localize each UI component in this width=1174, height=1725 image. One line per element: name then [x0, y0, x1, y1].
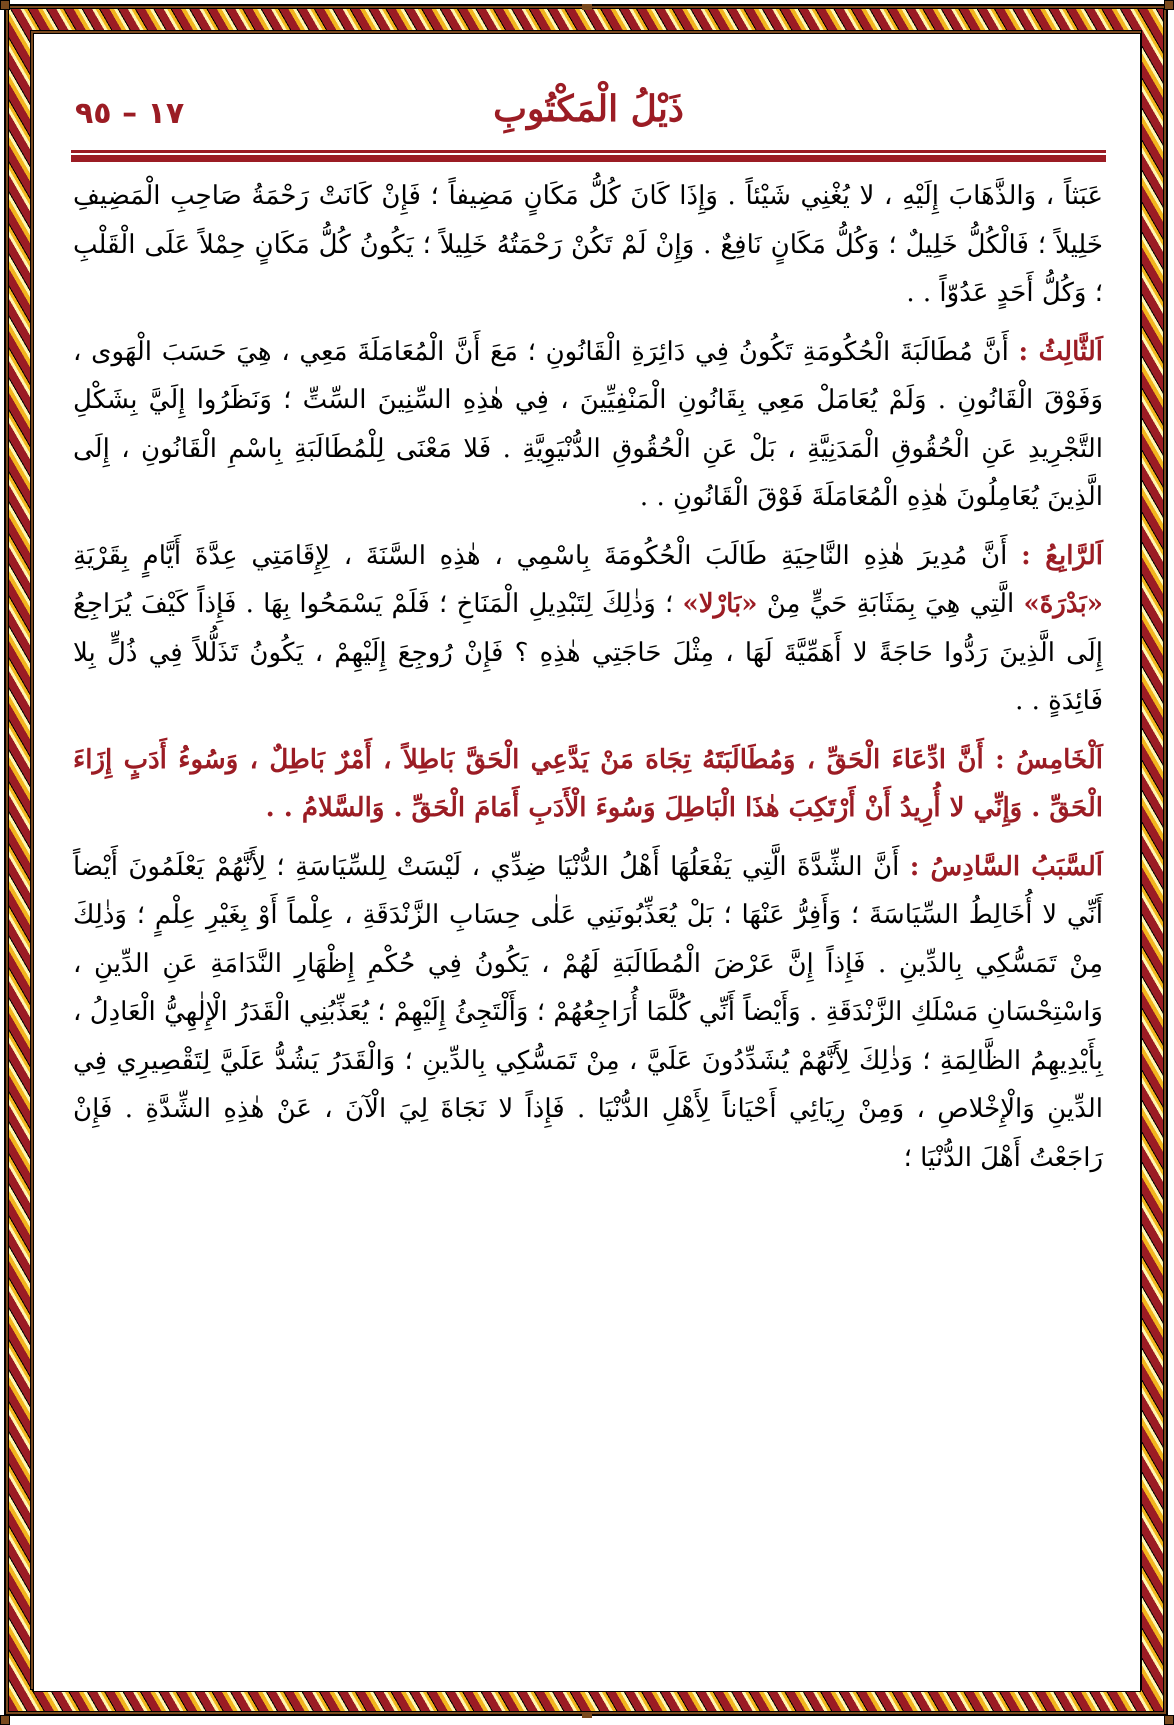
paragraph-third	[73, 328, 1103, 522]
paragraph-heading: اَلسَّبَبُ السَّادِسُ :	[909, 851, 1104, 882]
border-corner-ornament	[0, 1715, 10, 1725]
paragraph-fourth	[73, 532, 1103, 726]
border-top-center-ornament	[582, 4, 592, 10]
paragraph-text: الَّتِي هِيَ بِمَثَابَةِ حَيٍّ مِنْ	[757, 589, 1024, 619]
page-header	[71, 88, 1106, 146]
paragraph-text: ؛ وَذٰلِكَ لِتَبْدِيلِ الْمَنَاخِ ؛ فَلَمْ يَسْمَحُوا بِهَا . فَإِذاً كَيْفَ يُرَاجِعُ إِلَى الَّذِينَ رَدُّوا حَاجَةً لا أَهَمِّيَّةَ لَهَا ، مِثْلَ حَاجَتِي هٰذِهِ ؟ فَإِنْ رُوجِعَ إِلَيْهِمْ ، يَكُونُ تَذَلُّلاً فِي ذُلٍّ بِلا فَائِدَةٍ . .	[73, 589, 1103, 716]
border-corner-ornament	[1164, 1715, 1174, 1725]
paragraph-text: عَبَثاً ، وَالذَّهَابَ إِلَيْهِ ، لا يُغْنِي شَيْئاً . وَإِذَا كَانَ كُلُّ مَكَانٍ مَضِيفاً ؛ فَإِنْ كَانَتْ رَحْمَةُ صَاحِبِ الْمَضِيفِ خَلِيلاً ؛ فَالْكُلُّ خَلِيلٌ ؛ وَكُلُّ مَكَانٍ نَافِعٌ . وَإِنْ لَمْ تَكُنْ رَحْمَتُهُ خَلِيلاً ؛ يَكُونُ كُلُّ مَكَانٍ حِمْلاً عَلَى الْقَلْبِ ؛ وَكُلُّ أَحَدٍ عَدُوّاً . .	[73, 181, 1103, 308]
paragraph-text: أَنَّ الشِّدَّةَ الَّتِي يَفْعَلُهَا أَهْلُ الدُّنْيَا ضِدِّي ، لَيْسَتْ لِلسِّيَاسَةِ ؛ لِأَنَّهُمْ يَعْلَمُونَ أَيْضاً أَنِّي لا أُخَالِطُ السِّيَاسَةَ ؛ وَأَفِرُّ عَنْهَا ؛ بَلْ يُعَذِّبُونَنِي عَلٰى حِسَابِ الزَّنْدَقَةِ ، عِلْماً أَوْ بِغَيْرِ عِلْمٍ ؛ وَذٰلِكَ مِنْ تَمَسُّكِي بِالدِّينِ . فَإِذاً إِنَّ عَرْضَ الْمُطَالَبَةِ لَهُمْ ، يَكُونُ فِي حُكْمِ إِظْهَارِ النَّدَامَةِ عَنِ الدِّينِ ، وَاسْتِحْسَانِ مَسْلَكِ الزَّنْدَقَةِ . وَأَيْضاً أَنِّي كُلَّمَا أُرَاجِعُهُمْ ؛ وَأَلْتَجِئُ إِلَيْهِمْ ؛ يُعَذِّبُنِي الْقَدَرُ الْإِلٰهِيُّ الْعَادِلُ ، بِأَيْدِيهِمُ الظَّالِمَةِ ؛ وَذٰلِكَ لِأَنَّهُمْ يُشَدِّدُونَ عَلَيَّ ، مِنْ تَمَسُّكِي بِالدِّينِ ؛ وَالْقَدَرُ يَشُدُّ عَلَيَّ لِتَقْصِيرِي فِي الدِّينِ وَالْإِخْلاصِ ، وَمِنْ رِيَائِي أَحْيَاناً لِأَهْلِ الدُّنْيَا . فَإِذاً لا نَجَاةَ لِيَ الْآنَ ، عَنْ هٰذِهِ الشِّدَّةِ . فَإِنْ رَاجَعْتُ أَهْلَ الدُّنْيَا ؛	[73, 851, 1103, 1173]
paragraph-text: أَنَّ مُطَالَبَةَ الْحُكُومَةِ تَكُونُ فِي دَائِرَةِ الْقَانُونِ ؛ مَعَ أَنَّ الْمُعَامَلَةَ مَعِي ، هِيَ حَسَبَ الْهَوى ، وَفَوْقَ الْقَانُونِ . وَلَمْ يُعَامَلْ مَعِي بِقَانُونِ الْمَنْفِيِّينَ ، فِي هٰذِهِ السِّنِينَ السِّتِّ ؛ وَنَظَرُوا إِلَيَّ بِشَكْلِ التَّجْرِيدِ عَنِ الْحُقُوقِ الْمَدَنِيَّةِ ، بَلْ عَنِ الْحُقُوقِ الدُّنْيَوِيَّةِ . فَلا مَعْنَى لِلْمُطَالَبَةِ بِاسْمِ الْقَانُونِ ، إِلَى الَّذِينَ يُعَامِلُونَ هٰذِهِ الْمُعَامَلَةَ فَوْقَ الْقَانُونِ . .	[73, 336, 1103, 512]
border-corner-ornament	[0, 0, 10, 10]
page-number: ١٧ – ٩٥	[75, 96, 185, 131]
running-title: ذَيْلُ الْمَكْتُوبِ	[493, 88, 684, 130]
header-rule-thin	[71, 150, 1106, 153]
paragraph-fifth	[73, 736, 1103, 833]
paragraph-text: أَنَّ مُدِيرَ هٰذِهِ النَّاحِيَةِ طَالَبَ الْحُكُومَةَ بِاسْمِي ، هٰذِهِ السَّنَةَ ، لِإِقَامَتِي عِدَّةَ أَيَّامٍ بِقَرْيَةِ	[73, 540, 1022, 571]
paragraph-heading: اَلثَّالِثُ :	[1018, 336, 1104, 367]
paragraph-heading: اَلْخَامِسُ :	[995, 744, 1103, 775]
place-name-badra: «بَدْرَةَ»	[1023, 589, 1103, 619]
place-name-barla: «بَارْلا»	[682, 589, 758, 619]
paragraph-heading: اَلرَّابِعُ :	[1021, 540, 1103, 571]
header-rule-thick	[71, 155, 1106, 162]
border-corner-ornament	[1164, 0, 1174, 10]
border-bottom-center-ornament	[582, 1712, 592, 1718]
paragraph-text: أَنَّ ادِّعَاءَ الْحَقِّ ، وَمُطَالَبَتَهُ تِجَاهَ مَنْ يَدَّعِي الْحَقَّ بَاطِلاً ، أَمْرٌ بَاطِلٌ ، وَسُوءُ أَدَبٍ إِزَاءَ الْحَقِّ . وَإِنِّي لا أُرِيدُ أَنْ أَرْتَكِبَ هٰذَا الْبَاطِلَ وَسُوءَ الْأَدَبِ أَمَامَ الْحَقِّ . وَالسَّلامُ . .	[73, 744, 1103, 823]
paragraph-sixth	[73, 843, 1103, 1183]
paragraph-continuation	[73, 172, 1103, 318]
body-text	[73, 172, 1103, 1192]
